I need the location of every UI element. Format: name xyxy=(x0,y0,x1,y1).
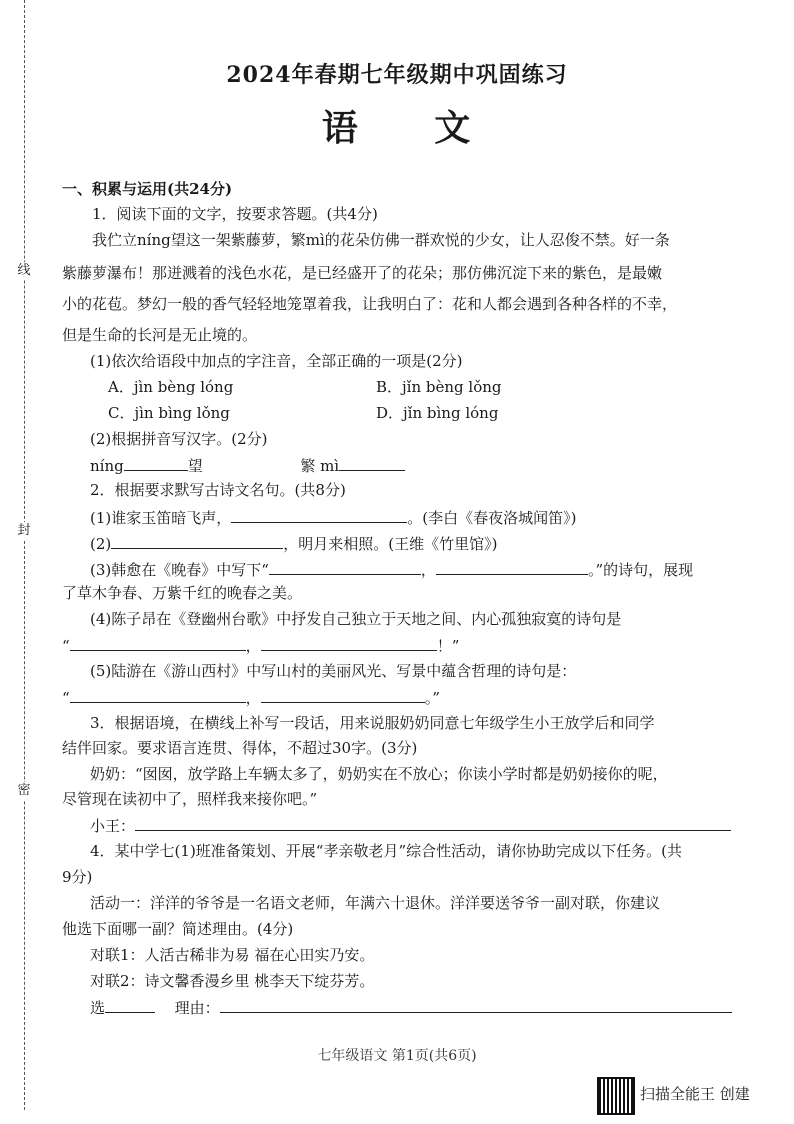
comma: ， xyxy=(245,637,261,655)
q2-line-4-blanks xyxy=(62,634,459,657)
answer-blank[interactable] xyxy=(231,506,407,523)
pinyin-ning: níng xyxy=(90,457,124,475)
option-b[interactable]: B．jǐn bèng lǒng xyxy=(376,378,502,396)
answer-blank[interactable] xyxy=(70,634,246,651)
answer-blank[interactable] xyxy=(220,996,732,1013)
q3-grandma-cont: 尽管现在读初中了，照样我来接你吧。” xyxy=(62,790,318,808)
q3-answer-row xyxy=(90,814,731,837)
q1-passage-line: 小的花苞。梦幻一般的香气轻轻地笼罩着我，让我明白了：花和人都会遇到各种各样的不幸， xyxy=(62,295,678,313)
q2-l1-suffix: 。(李白《春夜洛城闻笛》) xyxy=(407,509,577,527)
q4-stem: 4．某中学七(1)班准备策划、开展“孝亲敬老月”综合性活动，请你协助完成以下任务。(共 xyxy=(90,842,682,860)
answer-blank[interactable] xyxy=(261,686,425,703)
answer-blank[interactable] xyxy=(105,996,155,1013)
q3-stem-cont: 结伴回家。要求语言连贯、得体，不超过30字。(3分) xyxy=(62,739,418,757)
q1-sub2: (2)根据拼音写汉字。(2分) xyxy=(90,430,268,448)
q1-passage-line: 我伫立níng望这一架紫藤萝，繁mì的花朵仿佛一群欢悦的少女，让人忍俊不禁。好一条 xyxy=(92,231,670,249)
q2-line-3-cont: 了草木争春、万紫千红的晚春之美。 xyxy=(62,584,303,602)
answer-blank[interactable] xyxy=(261,634,437,651)
choose-label: 选 xyxy=(90,999,106,1017)
q2-l3-suffix: 。”的诗句，展现 xyxy=(587,561,694,579)
answer-blank[interactable] xyxy=(111,532,283,549)
open-quote: “ xyxy=(62,637,70,655)
answer-blank[interactable] xyxy=(135,814,731,831)
xiaowang-label: 小王： xyxy=(90,817,136,835)
q1-passage-line: 紫藤萝瀑布！那迸溅着的浅色水花，是已经盛开了的花朵；那仿佛沉淀下来的紫色，是最嫩 xyxy=(62,264,663,282)
option-a[interactable]: A．jìn bèng lóng xyxy=(108,378,234,396)
q2-line-1 xyxy=(90,506,576,529)
q1-passage-line: 但是生命的长河是无止境的。 xyxy=(62,326,258,344)
q4-answer-row xyxy=(90,996,732,1019)
pinyin-fill-row xyxy=(90,454,405,477)
q4-activity1-cont: 他选下面哪一副？简述理由。(4分) xyxy=(62,920,294,938)
q2-line-4: (4)陈子昂在《登幽州台歌》中抒发自己独立于天地之间、内心孤独寂寞的诗句是 xyxy=(90,610,622,628)
page-footer: 七年级语文 第1页(共6页) xyxy=(317,1048,477,1064)
comma: ， xyxy=(245,689,261,707)
q2-line-3 xyxy=(90,558,693,581)
couplet-2: 对联2：诗文馨香漫乡里 桃李天下绽芬芳。 xyxy=(90,972,375,990)
binding-mark-feng: 封 xyxy=(15,522,33,540)
q1-stem: 1．阅读下面的文字，按要求答题。(共4分) xyxy=(92,205,378,223)
couplet-1: 对联1：人活古稀非为易 福在心田实乃安。 xyxy=(90,946,375,964)
q4-stem-cont: 9分) xyxy=(62,868,93,886)
answer-blank[interactable] xyxy=(436,558,588,575)
option-c[interactable]: C．jìn bìng lǒng xyxy=(108,404,230,422)
subject-title: 语 文 xyxy=(321,107,473,149)
q2-l3-prefix: (3)韩愈在《晚春》中写下“ xyxy=(90,561,269,579)
reason-label: 理由： xyxy=(174,999,220,1017)
binding-mark-xian: 线 xyxy=(15,262,33,280)
q3-grandma: 奶奶：“囡囡，放学路上车辆太多了，奶奶实在不放心；你读小学时都是奶奶接你的呢， xyxy=(90,765,668,783)
answer-blank[interactable] xyxy=(339,454,405,471)
answer-blank[interactable] xyxy=(124,454,188,471)
close-quote: 。” xyxy=(424,689,440,707)
q2-line-5: (5)陆游在《游山西村》中写山村的美丽风光、写景中蕴含哲理的诗句是： xyxy=(90,662,577,680)
open-quote: “ xyxy=(62,689,70,707)
pinyin-mi: 繁 mì xyxy=(300,457,340,475)
answer-blank[interactable] xyxy=(269,558,421,575)
binding-line xyxy=(24,0,25,1110)
char-wang: 望 xyxy=(187,457,203,475)
q2-stem: 2．根据要求默写古诗文名句。(共8分) xyxy=(90,481,346,499)
answer-blank[interactable] xyxy=(70,686,246,703)
q2-l2-suffix: ，明月来相照。(王维《竹里馆》) xyxy=(283,535,498,553)
q3-stem: 3．根据语境，在横线上补写一段话，用来说服奶奶同意七年级学生小王放学后和同学 xyxy=(90,714,655,732)
scanner-watermark: 扫描全能王 创建 xyxy=(640,1085,750,1103)
q2-l1-prefix: (1)谁家玉笛暗飞声， xyxy=(90,509,232,527)
section-heading: 一、积累与运用(共24分) xyxy=(62,180,233,198)
q2-line-2 xyxy=(90,532,497,555)
qr-code-icon xyxy=(597,1077,635,1115)
exam-title: 2024年春期七年级期中巩固练习 xyxy=(226,62,568,88)
q4-activity1: 活动一：洋洋的爷爷是一名语文老师，年满六十退休。洋洋要送爷爷一副对联，你建议 xyxy=(90,894,661,912)
option-d[interactable]: D．jǐn bìng lóng xyxy=(376,404,499,422)
q2-line-5-blanks xyxy=(62,686,440,709)
q2-l2-prefix: (2) xyxy=(90,535,112,553)
q2-l3-comma: ， xyxy=(420,561,436,579)
close-quote: ！” xyxy=(436,637,460,655)
q1-sub1: (1)依次给语段中加点的字注音，全部正确的一项是(2分) xyxy=(90,352,463,370)
binding-mark-mi: 密 xyxy=(15,782,33,800)
